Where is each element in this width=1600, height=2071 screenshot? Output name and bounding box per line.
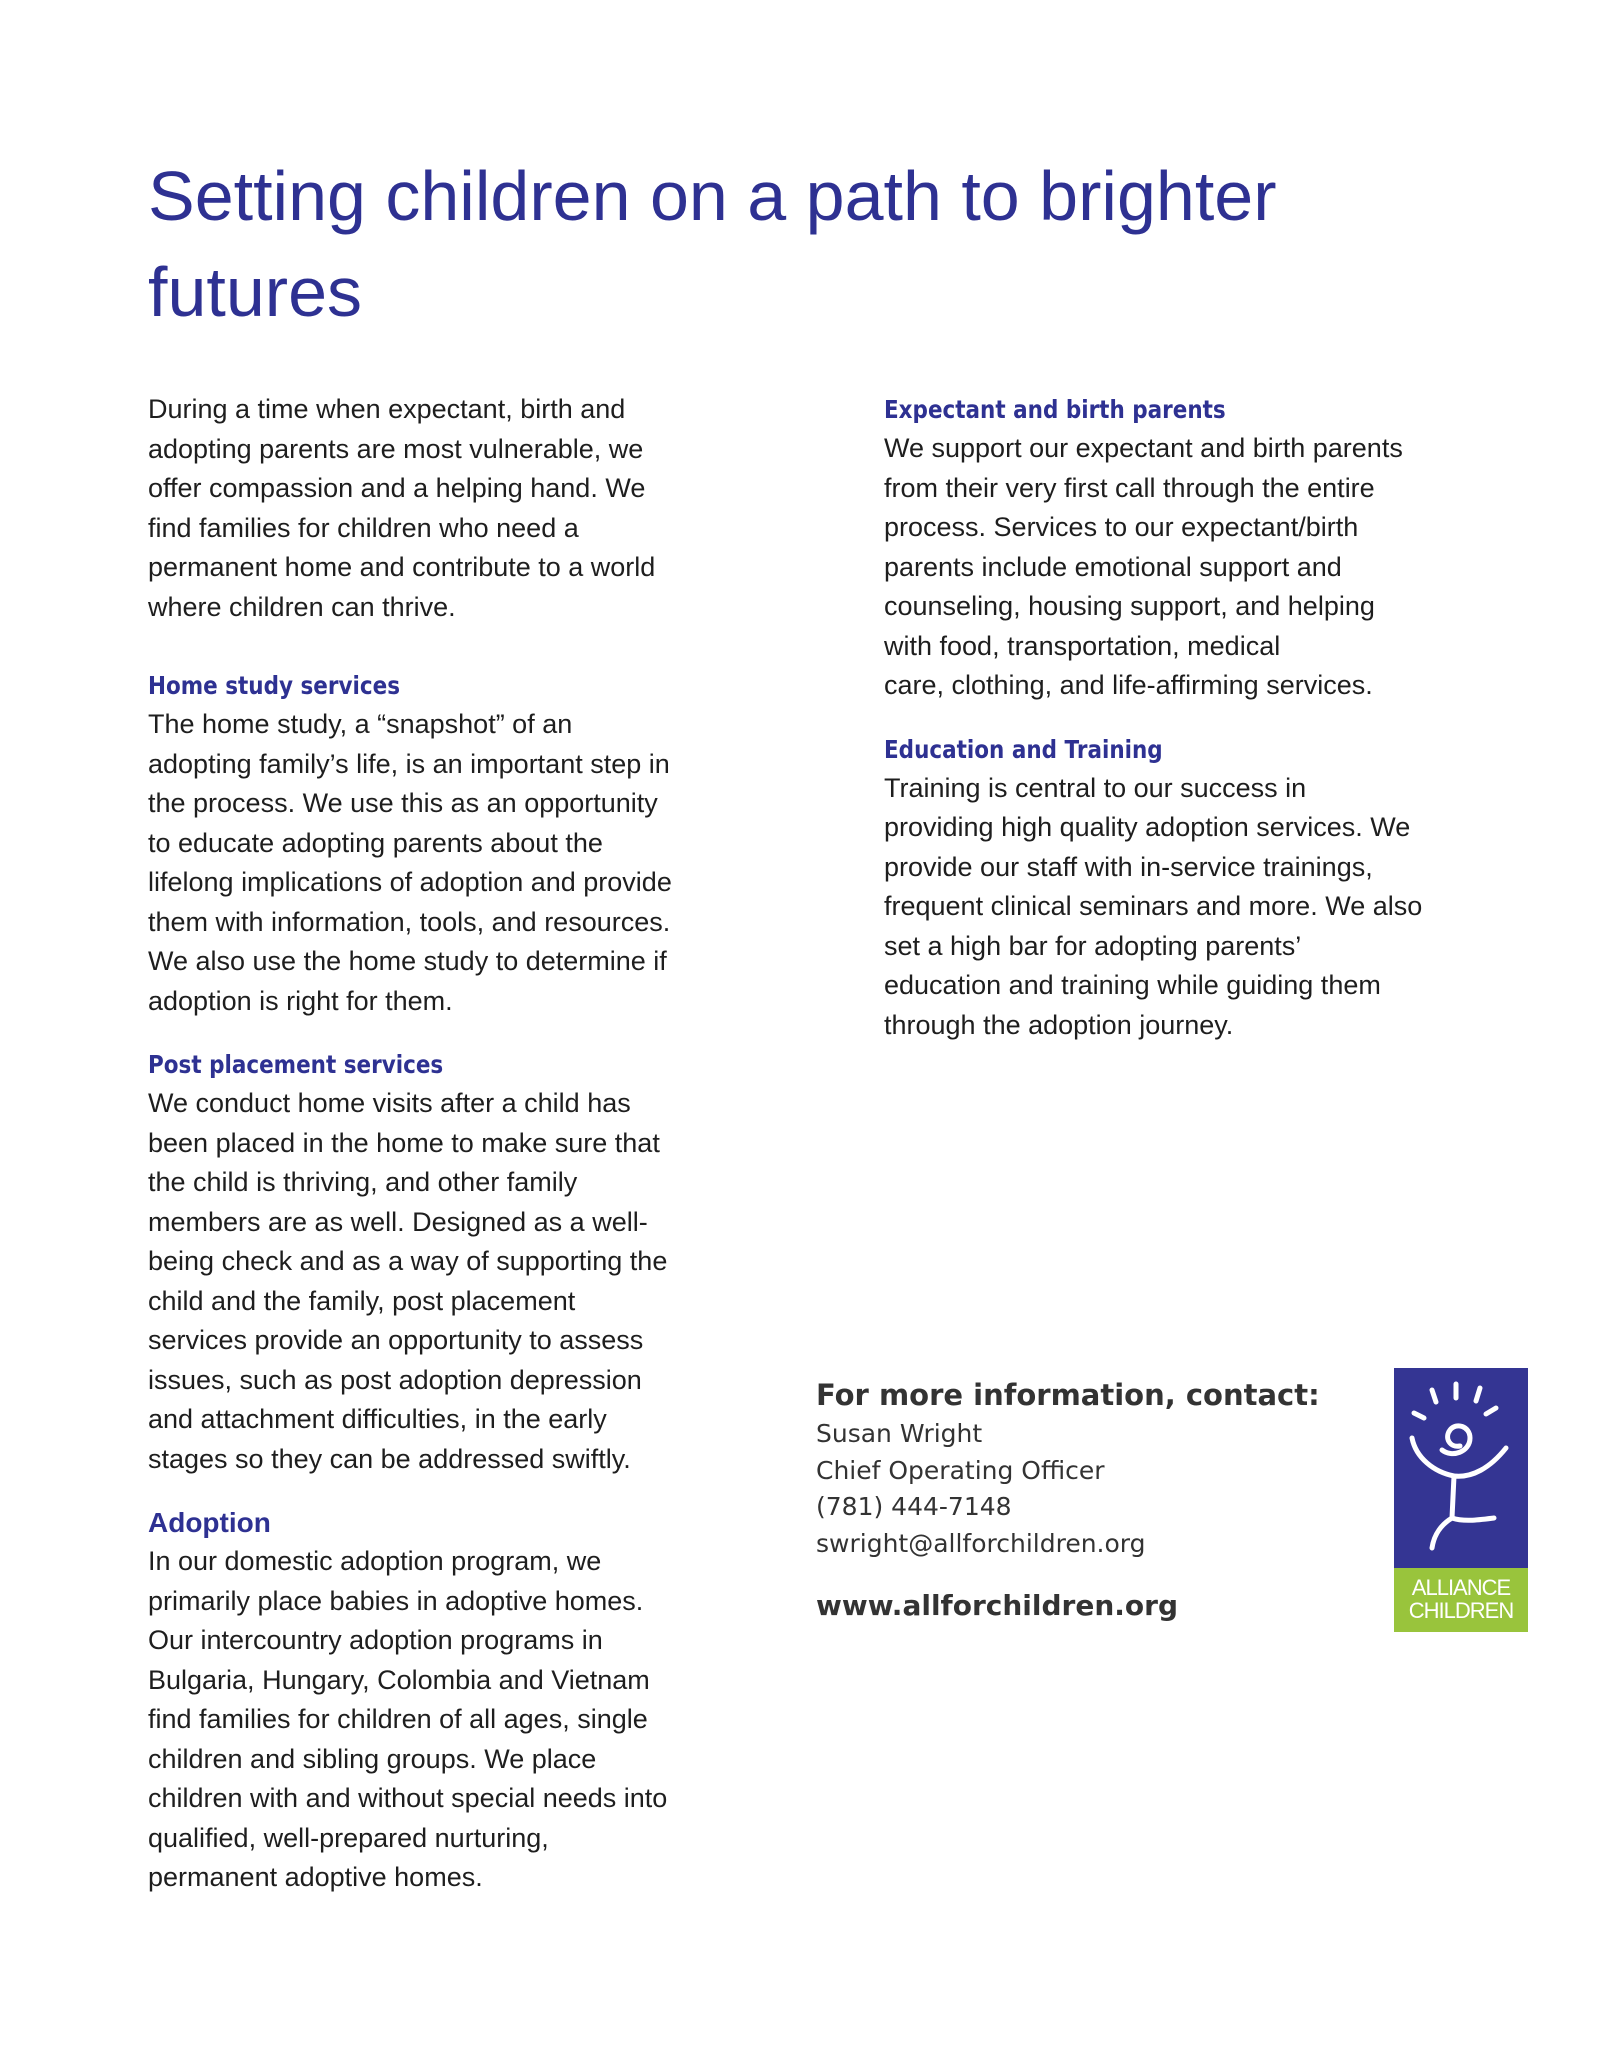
logo-line-2: CHILDREN — [1408, 1598, 1514, 1623]
expectant-parents-body: We support our expectant and birth parents from their very first call through the entire process. Services to our expectant/birth parents include emotional support and counseling, housing support, and helping with food, transportation, medical care, clothing, and life-affirming services. — [884, 433, 1403, 700]
logo-line-1: ALLIANCE — [1411, 1575, 1511, 1600]
home-study-body: The home study, a “snapshot” of an adopting family’s life, is an important step in the process. We use this as an opportunity to educate adopting parents about the lifelong implications of adoption and provide them with information, tools, and resources. We also use the home study to determine if adoption is right for them. — [148, 709, 672, 1016]
contact-heading: For more information, contact: — [816, 1378, 1320, 1412]
logo-figure-icon — [1394, 1368, 1528, 1568]
post-placement-heading: Post placement services — [148, 1050, 444, 1079]
logo-wordmark — [1394, 1568, 1528, 1632]
adoption-heading: Adoption — [148, 1507, 271, 1538]
contact-email-link[interactable]: swright@allforchildren.org — [816, 1528, 1146, 1558]
education-training-heading: Education and Training — [884, 734, 1163, 764]
post-placement-body: We conduct home visits after a child has been placed in the home to make sure that the child is thriving, and other family members are as well. Designed as a well- being check and as a way of supporting the child and the family, post placement services provide an opportunity to assess issues, such as post adoption depression and attachment difficulties, in the early stages so they can be addressed swiftly. — [148, 1088, 668, 1474]
page-title: Setting children on a path to brighter futures — [148, 157, 1277, 331]
adoption-body: In our domestic adoption program, we primarily place babies in adoptive homes. Our intercountry adoption programs in Bulgaria, Hungary, Colombia and Vietnam find families for children of all ages, single children and sibling groups. We place children with and without special needs into qualified, well-prepared nurturing, permanent adoptive homes. — [148, 1546, 668, 1892]
left-column — [148, 390, 728, 1898]
contact-role: Chief Operating Officer — [816, 1455, 1105, 1485]
expectant-parents-heading: Expectant and birth parents — [884, 395, 1226, 424]
education-training-body: Training is central to our success in providing high quality adoption services. We provide our staff with in-service trainings, frequent clinical seminars and more. We also set a high bar for adopting parents’ education and training while guiding them through the adoption journey. — [884, 772, 1423, 1040]
contact-block — [816, 1374, 1376, 1654]
contact-phone[interactable]: (781) 444-7148 — [816, 1492, 1012, 1521]
website-link[interactable]: www.allforchildren.org — [816, 1589, 1178, 1622]
right-column — [884, 390, 1464, 1045]
contact-name: Susan Wright — [816, 1419, 983, 1448]
alliance-for-children-logo — [1394, 1368, 1528, 1632]
home-study-heading: Home study services — [148, 671, 401, 700]
intro-paragraph: During a time when expectant, birth and adopting parents are most vulnerable, we offer compassion and a helping hand. We find families for children who need a permanent home and contribute to a world where children can thrive. — [148, 394, 656, 622]
